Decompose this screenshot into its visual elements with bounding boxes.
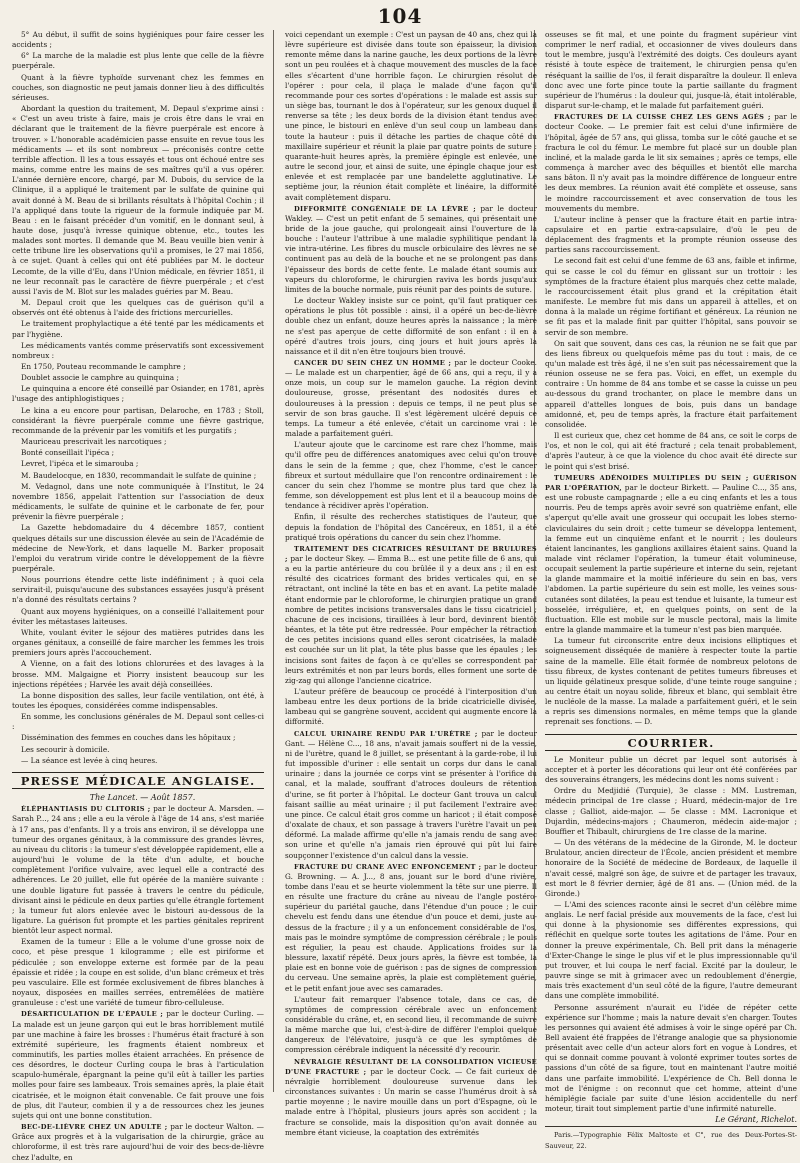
column-3 <box>545 30 797 1150</box>
page-number: 104 <box>377 4 423 28</box>
article <box>285 1057 537 1138</box>
paragraph: — Un des vétérans de la médecine de la Gironde, M. le docteur Brulatour, ancien directeur de l'École, ancien président et membre honoraire de la Société de médecine de Bordeaux, de laquelle il n'avait cessé, malgré son âge, de suivre et de partager les travaux, est mort le 8 février dernier, âgé de 81 ans. — (Union méd. de la Gironde.) <box>545 838 797 898</box>
paragraph: White, voulant éviter le séjour des matières putrides dans les organes génitaux, a conseillé de faire marcher les femmes les trois premiers jours après l'accouchement. <box>12 627 264 658</box>
article-heading: TUMEURS ADÉNOIDES MULTIPLES DU SEIN ; GUÉRISON PAR L'OPÉRATION, <box>545 473 797 492</box>
paragraph: La tumeur fut circonscrite entre deux incisions elliptiques et soigneusement disséquée de manière à respecter toute la partie saine de la mamelle. Elle était formée de nombreux pelotons de tissu fibreux, de kystes contenant de petites tumeurs fibreuses et un liquide gélatineux presque solide, d'une teinte rouge sanguine ; au centre était un noyau solide, fibreux et blanc, qui semblait être le nucléole de la masse. La malade a parfaitement guéri, et le sein a repris ses dimensions normales, en même temps que la glande reprenait ses fonctions. — D. <box>545 636 797 727</box>
article-text: par le docteur Cock. — Ce fait curieux de névralgie horriblement douloureuse survenue dans les circonstances suivantes : Un marin se casse l'humérus droit à sa partie moyenne ; le navire mouille dans un port d'Espagne, où le malade entre à l'hôpital, plusieurs jours après son accident ; la fracture se consolide, mais la disposition qu'on avait donnée au membre étant vicieuse, la coaptation des extrémités <box>285 1066 537 1137</box>
article <box>545 112 797 214</box>
paragraph: osseuses se fit mal, et une pointe du fragment supérieur vint comprimer le nerf radial, et occasionner de vives douleurs dans tout le membre, jusqu'à l'extrémité des doigts. Ces douleurs ayant résisté à toute espèce de traitement, le chirurgien pensa qu'en réséquant la saillie de l'os, il ferait disparaître la douleur. Il enleva donc avec une forte pince toute la partie saillante du fragment supérieur de l'humérus : la douleur qui, jusque-là, était intolérable, disparut sur-le-champ, et le malade fut parfaitement guéri. <box>545 30 797 111</box>
paragraph: L'auteur fait remarquer l'absence totale, dans ce cas, de symptômes de compression cérébrale avec un enfoncement considérable du crâne, et, en second lieu, il recommande de suivre la même marche que lui, c'est-à-dire de différer l'emploi quelque dangereux de l'élévatoire, jusqu'à ce que les symptômes de compression cérébrale indiquent la nécessité d'y recourir. <box>285 994 537 1055</box>
article-heading: FRACTURE DU CRANE AVEC ENFONCEMENT ; <box>294 862 482 871</box>
paragraph: Les médicaments vantés comme préservatifs sont excessivement nombreux : <box>12 340 264 360</box>
article <box>285 358 537 439</box>
article-text: par le docteur G. Browning. — A. J..., 8 ans, jouant sur le bord d'une rivière, tombe dans l'eau et se heurte violemment la tête sur une pierre. Il en résulte une fracture du crâne au niveau de l'angle postéro-supérieur du pariétal gauche, dans l'étendue d'un pouce ; le cuir chevelu est fendu dans une étendue d'un pouce et demi, juste au-dessus de la fracture ; il y a un enfoncement considérable de l'os, mais pas le moindre symptôme de compression cérébrale ; le pouls est régulier, la peau est chaude. Applications froides sur la blessure, laxatif répété. Deux jours après, la fièvre est tombée, la plaie est en bonne voie de guérison : pas de signes de compression du cerveau. Une semaine après, la plaie est complètement guérie, et le petit enfant joue avec ses camarades. <box>285 861 538 993</box>
paragraph: On sait que souvent, dans ces cas, la réunion ne se fait que par des liens fibreux ou quelquefois même pas du tout : mais, de ce qu'un malade est très âgé, il ne s'en suit pas nécessairement que la réunion osseuse ne se fera pas. Voici, en effet, un exemple du contraire : Un homme de 84 ans tombe et se casse la cuisse un peu au-dessous du grand trochanter, on place le membre dans un appareil d'attelles longues de bois, puis dans un bandage amidonné, et, peu de temps après, la fracture était parfaitement consolidée. <box>545 338 797 429</box>
article <box>285 729 537 861</box>
journal-source: The Lancet. — Août 1857. <box>89 793 196 803</box>
list-item: Doublet associe le camphre au quinquina ; <box>21 373 179 383</box>
paragraph: Le second fait est celui d'une femme de 63 ans, faible et infirme, qui se casse le col du fémur en glissant sur un trottoir : les symptômes de la fracture étaient plus marqués chez cette malade, le raccourcissement était plus grand et la crépitation était manifeste. Le membre fut mis dans un appareil à attelles, et on donna à la malade un régime fortifiant et généreux. La réunion ne se fit pas et la malade finit par quitter l'hôpital, sans pouvoir se servir de son membre. <box>545 256 797 337</box>
paragraph: Le docteur Wakley insiste sur ce point, qu'il faut pratiquer ces opérations le plus tôt possible : ainsi, il a opéré un bec-de-lièvre double chez un enfant, douze heures après la naissance ; la mère ne s'est pas aperçue de cette difformité de son enfant : il en a opéré d'autres trois jours, cinq jours et huit jours après la naissance et il dit n'en être toujours bien trouvé. <box>285 296 537 356</box>
paragraph: Ordre du Medjidié (Turquie), 3e classe : MM. Lustreman, médecin principal de 1re classe ; Huard, médecin-major de 1re classe ; Galliot, aide-major. — 5e classe : MM. Lacronique et Dujardin, médecins-majors ; Chaumeron, médecin aide-major ; Bouffier et Thibault, chirurgiens de 1re classe de la marine. <box>545 786 797 836</box>
article-heading: ÉLÉPHANTIASIS DU CLITORIS ; <box>21 805 151 814</box>
article-heading: DÉSARTICULATION DE L'ÉPAULE ; <box>21 1010 164 1019</box>
column-2 <box>285 30 538 1137</box>
article <box>12 1009 264 1121</box>
article <box>285 544 537 686</box>
section-title-courrier: COURRIER. <box>545 734 797 751</box>
paragraph: — L'Ami des sciences raconte ainsi le secret d'un célèbre mime anglais. Le nerf facial préside aux mouvements de la face, c'est lui qui donne à la physionomie ses différentes expressions, qui réfléchit en quelque sorte toutes les agitations de l'âme. Pour en donner la preuve expérimentale, Ch. Bell prit dans la ménagerie d'Exter-Change le singe le plus vif et le plus impressionnable qu'il put trouver, et lui coupa le nerf facial. Excité par la douleur, le pauvre singe se mit à grimacer avec un redoublement d'énergie, mais très exactement d'un seul côté de la figure, l'autre demeurant dans une complète immobilité. <box>545 899 797 1001</box>
paragraph: Abordant la question du traitement, M. Depaul s'exprime ainsi : « C'est un aveu triste à faire, mais je crois être dans le vrai en déclarant que le traitement de la fièvre puerpérale est encore à trouver. » L'honorable académicien passe ensuite en revue tous les médicaments — et ils sont nombreux — préconisés contre cette terrible affection. Il les a tous essayés et tous ont échoué entre ses mains, comme entre les mains de ses maîtres qu'il a vus opérer. L'année dernière encore, chargé, par M. Dubois, du service de la Clinique, il a appliqué le traitement par le sulfate de quinine qui avait donné à M. Beau de si brillants résultats à l'hôpital Cochin ; il l'a appliqué dans toute la rigueur de la formule indiquée par M. Beau : en le faisant précéder d'un vomitif, en le donnant seul, à haute dose, jusqu'à ivresse quinique obtenue, etc., toutes les malades sont mortes. Il demande que M. Beau veuille bien venir à cette tribune lire les observations qu'il a promises, le 27 mai 1856, à ce sujet. Quant à celles qui ont été publiées par M. le docteur Lecomte, de la ville d'Eu, dans l'Union médicale, en février 1851, il ne leur reconnaît pas le caractère de fièvre puerpérale ; et c'est aussi l'avis de M. Blot sur les malades guéries par M. Beau. <box>12 104 264 296</box>
column-rule-left <box>273 30 274 1092</box>
article <box>12 804 264 936</box>
section-title: PRESSE MÉDICALE ANGLAISE. <box>12 772 264 789</box>
column-1 <box>12 30 264 1162</box>
article <box>545 473 797 636</box>
paragraph: 5° Au début, il suffit de soins hygiéniques pour faire cesser les accidents ; <box>12 30 264 50</box>
paragraph: Examen de la tumeur : Elle a le volume d'une grosse noix de coco, et pèse presque 1 kilogramme ; elle est piriforme et pédiculée ; son enveloppe externe est formée par de la peau épaissie et ridée ; la coupe en est solide, d'un blanc crémeux et très peu vasculaire. Elle est formée exclusivement de fibres blanches à noyaux, disposées en mailles serrées, entremêlées de matière granuleuse : c'est une variété de tumeur fibro-celluleuse. <box>12 937 264 1008</box>
article-heading: CANCER DU SEIN CHEZ UN HOMME ; <box>294 359 452 367</box>
article-text: par le docteur Walton. — Grâce aux progrès et à la vulgarisation de la chirurgie, grâce au chloroforme, il est très rare aujourd'hui de voir des becs-de-lièvre chez l'adulte, en <box>12 1122 264 1162</box>
paragraph: M. Depaul croit que les quelques cas de guérison qu'il a observés ont été obtenus à l'aide des frictions mercurielles. <box>12 298 264 318</box>
paragraph: La Gazette hebdomadaire du 4 décembre 1857, contient quelques détails sur une discussion élevée au sein de l'Académie de médecine de New-York, et dans laquelle M. Barker proposait l'emploi du veratrum viride contre le développement de la fièvre puerpérale. <box>12 523 264 573</box>
article-heading: NÉVRALGIE RÉSULTANT DE LA CONSOLIDATION VICIEUSE D'UNE FRACTURE ; <box>285 1057 537 1076</box>
paragraph: — La séance est levée à cinq heures. <box>21 755 158 765</box>
printer-imprint: Paris.—Typographie Félix Maltoste et C°, rue des Deux-Portes-St-Sauveur, 22. <box>545 1126 797 1150</box>
paragraph: Le traitement prophylactique a été tenté par les médicaments et par l'hygiène. <box>12 319 264 339</box>
article-text: par le docteur A. Marsden. — Sarah P..., 24 ans ; elle a eu la vérole à l'âge de 14 ans, s'est mariée à 17 ans, pas d'enfants. Il y a trois ans environ, il se développa une tumeur des organes génitaux, à la commissure des grandes lèvres, au niveau du clitoris : la tumeur s'est développée rapidement, elle a aujourd'hui le volume de la tête d'un adulte, et bouche complètement l'orifice vulvaire, avec lequel elle a contracté des adhérences. Le 20 juillet, elle fut opérée de la manière suivante : une double ligature fut passée à travers le centre du pédicule, divisant ainsi le pédicule en deux parties qu'elle étrangle fortement ; la tumeur fut alors enlevée avec le bistouri au-dessous de la ligature. La guérison fut prompte et les parties génitales reprirent bientôt leur aspect normal. <box>12 804 264 936</box>
paragraph: L'auteur préfère de beaucoup ce procédé à l'interposition d'un lambeau entre les deux portions de la bride cicatricielle divisée, lambeau qui se gangrène souvent, accident qui augmente encore la difformité. <box>285 687 537 727</box>
list-item: Dissémination des femmes en couches dans les hôpitaux ; <box>21 733 236 743</box>
article <box>12 1122 264 1163</box>
paragraph: La bonne disposition des salles, leur facile ventilation, ont été, à toutes les époques, considérées comme indispensables. <box>12 690 264 710</box>
list-item: Le kina a eu encore pour partisan, Delaroche, en 1783 ; Stoll, considérant la fièvre puerpérale comme une fièvre gastrique, recommande de la prévenir par les vomitifs et les purgatifs ; <box>12 405 264 435</box>
list-item: Les secourir à domicile. <box>21 744 110 754</box>
paragraph: Enfin, il résulte des recherches statistiques de l'auteur, que depuis la fondation de l'hôpital des Cancéreux, en 1851, il a été pratiqué trois opérations du cancer du sein chez l'homme. <box>285 512 537 542</box>
paragraph: Il est curieux que, chez cet homme de 84 ans, ce soit le corps de l'os, et non le col, qui ait été fracturé ; cela tenait probablement, d'après l'auteur, à ce que la violence du choc avait été directe sur le point qui s'est brisé. <box>545 431 797 471</box>
paragraph: Quant à la fièvre typhoïde survenant chez les femmes en couches, son diagnostic ne peut jamais donner lieu à des difficultés sérieuses. <box>12 72 264 102</box>
paragraph: A Vienne, on a fait des lotions chlorurées et des lavages à la brosse. MM. Malgaigne et Piorry insistent beaucoup sur les injections répétées ; Harvée les avait déjà conseillées. <box>12 659 264 689</box>
list-item: Levret, l'ipéca et le simarouba ; <box>21 459 139 469</box>
list-item: Bonté conseillait l'ipéca ; <box>21 448 115 458</box>
article-heading: TRAITEMENT DES CICATRICES RÉSULTANT DE BRULURES ; <box>285 544 537 563</box>
article-text: par le docteur Cooke. — Le premier fait est celui d'une infirmière de l'hôpital, âgée de 57 ans, qui glissa, tomba sur le côté gauche et se fractura le col du fémur. Le membre fut placé sur un double plan incliné, et la malade garda le lit six semaines ; après ce temps, elle commença à marcher avec des béquilles et bientôt elle marcha sans bâton. Il n'y avait pas la moindre différence de longueur entre les deux membres. La réunion avait été complète et osseuse, sans le moindre raccourcissement et avec conservation de tous les mouvements du membre. <box>545 112 797 213</box>
article <box>285 862 537 994</box>
paragraph: Quant aux moyens hygiéniques, on a conseillé l'allaitement pour éviter les métastases laiteuses. <box>12 606 264 626</box>
article-text: par le docteur Curling. — La malade est un jeune garçon qui eut le bras horriblement mutilé par une machine à faire les brosses : l'humérus était fracturé à son extrémité supérieure, les fragments étaient nombreux et comminutifs, les parties molles étaient arrachées. En présence de ces désordres, le docteur Curling coupa le bras à l'articulation scapulo-humérale, épargnant la peine qu'il eût à tailler les parties molles pour faire ses lambeaux. Trois semaines après, la plaie était cicatrisée, et le moignon était convenable. Ce fait prouve une fois de plus, dit l'auteur, combien il y a de ressources chez les jeunes sujets qui ont une bonne constitution. <box>12 1009 264 1120</box>
article-heading: FRACTURES DE LA CUISSE CHEZ LES GENS AGÉS ; <box>554 113 771 122</box>
article-text: par le docteur Birkett. — Pauline C..., 35 ans, est une robuste campagnarde ; elle a eu cinq enfants et les a tous nourris. Peu de temps après avoir sevré son quatrième enfant, elle s'aperçut qu'elle avait une grosseur qui occupait les lobes sterno-claviculaires du sein droit ; cette tumeur se développa lentement, la femme eut un cinquième enfant et le nourrit ; les douleurs étaient lancinantes, les ganglions axillaires étaient sains. Quand la malade vint réclamer l'opération, la tumeur était volumineuse, occupait seulement la partie supérieure et interne du sein, rejetant la glande mammaire et la moitié inférieure du sein en bas, vers l'abdomen. La partie supérieure du sein est molle, les veines sous-cutanées sont dilatées, la peau est tendue et luisante, la tumeur est bosselée, irrégulière, et, en quelques points, on sent de la fluctuation. Elle est mobile sur le muscle pectoral, mais la limite entre la glande mammaire et la tumeur n'est pas bien marquée. <box>545 482 797 635</box>
paragraph: L'auteur incline à penser que la fracture était en partie intra-capsulaire et en partie extra-capsulaire, d'où le peu de déplacement des fragments et la prompte réunion osseuse des parties sans raccourcissement. <box>545 214 797 255</box>
paragraph: 6° La marche de la maladie est plus lente que celle de la fièvre puerpérale. <box>12 51 264 71</box>
paragraph: voici cependant un exemple : C'est un paysan de 40 ans, chez qui la lèvre supérieure est divisée dans toute son épaisseur, la division remonte même dans la narine gauche, les deux portions de la lèvre sont un peu roulées et à chaque mouvement des muscles de la face elles s'écartent d'une horrible façon. Le chirurgien résolut de l'opérer : pour cela, il plaça le malade d'une façon qu'il recommande pour ces sortes d'opérations : le malade est assis sur un siège bas, tournant le dos à l'opérateur, sur les genoux duquel il renverse sa tête ; les deux bords de la division étant tendus avec une pince, le bistouri en enlève d'un seul coup un lambeau dans toute la hauteur : puis il détache les parties de chaque côté du maxillaire supérieur et réunit la plaie par quatre points de suture : quarante-huit heures après, la première épingle est enlevée, une autre le second jour, et ainsi de suite, une épingle chaque jour est enlevée et est remplacée par une bandelette agglutinative. Le septième jour, la réunion était complète et linéaire, la difformité avait complètement disparu. <box>285 30 537 202</box>
paragraph: En somme, les conclusions générales de M. Depaul sont celles-ci : <box>12 712 264 732</box>
list-item: M. Baudelocque, en 1830, recommandait le sulfate de quinine ; <box>21 470 257 480</box>
article-heading: BEC-DE-LIÈVRE CHEZ UN ADULTE ; <box>21 1123 168 1132</box>
list-item: M. Vedagnol, dans une note communiquée à l'Institut, le 24 novembre 1856, appelait l'attention sur l'association de deux médicaments, le sulfate de quinine et le carbonate de fer, pour prévenir la fièvre puerpérale ; <box>12 481 264 522</box>
article-text: par le docteur Gant. — Hélène C..., 18 ans, n'avait jamais souffert ni de la vessie, ni de l'urètre, quand le 8 juillet, se présentant à la garde-robe, il lui fut impossible d'uriner : elle sentait un corps dur dans le canal urinaire ; dans la journée ce corps vint se présenter à l'orifice du canal, et la malade, souffrant d'atroces douleurs de rétention d'urine, se fit porter à l'hôpital. Le docteur Gant trouva un calcul faisant saillie au méat urinaire ; il put facilement l'extraire avec une pince. Ce calcul était gros comme un haricot ; il était composé d'oxalate de chaux, et son passage à travers l'urètre l'avait un peu déformé. La malade affirme qu'elle n'a jamais rendu de sang avec son urine et qu'elle n'a jamais rien éprouvé qui pût lui faire soupçonner l'existence d'un calcul dans la vessie. <box>285 728 537 860</box>
list-item: En 1750, Pouteau recommande le camphre ; <box>21 362 186 371</box>
paragraph: Nous pourrions étendre cette liste indéfiniment ; à quoi cela servirait-il, puisqu'aucune des substances essayées jusqu'à présent n'a donné des résultats certains ? <box>12 575 264 605</box>
article-heading: DIFFORMITÉ CONGÉNIALE DE LA LÈVRE ; <box>294 204 476 213</box>
article-text: par le docteur Skey. — Emma B... est une petite fille de 6 ans, qui a eu la partie antérieure du cou brûlée il y a deux ans ; il en est résulté des cicatrices formant des brides verticales qui, en se rétractant, ont incliné la tête en bas et en avant. La petite malade étant endormie par le chloroforme, le chirurgien pratique un grand nombre de petites incisions transversales dans le tissu cicatriciel ; chacune de ces incisions, tiraillées à leur bord, devinrent bientôt béantes, et la tête put être redressée. Pour empêcher la rétraction de ces petites incisions quand elles seront cicatrisées, la malade est couchée sur un lit plat, la tête plus basse que les épaules ; les incisions sont faites de façon à ce qu'elles se correspondent par leurs extrémités et non par leurs bords, elles forment une sorte de zig-zag qui allonge l'ancienne cicatrice. <box>285 553 537 685</box>
paragraph: Le Moniteur publie un décret par lequel sont autorisés à accepter et à porter les décorations qui leur ont été conférées par des souverains étrangers, les médecins dont les noms suivent : <box>545 754 797 785</box>
article-text: par le docteur Cooke. — Le malade est un charpentier, âgé de 66 ans, qui a reçu, il y a onze mois, un coup sur le mamelon gauche. La région devint douloureuse, grosse, présentant des nodosités dures et douloureuses à la pression : depuis ce temps, il ne peut plus se servir de son bras gauche. Il s'est légèrement ulcéré depuis ce temps. La tumeur a été enlevée, c'était un carcinome vrai : le malade a parfaitement guéri. <box>285 358 537 439</box>
paragraph: Personne assurément n'aurait eu l'idée de répéter cette expérience sur l'homme ; mais la nature devait s'en charger. Toutes les personnes qui avaient été admises à voir le singe opéré par Ch. Bell avaient été frappées de l'étrange analogie que sa physionomie présentait avec celle d'un acteur alors fort en vogue à Londres, et qui se donnait comme pouvant à volonté exprimer toutes sortes de passions d'un côté de sa figure, tout en maintenant l'autre moitié dans une parfaite immobilité. L'expérience de Ch. Bell donna le mot de l'énigme : on reconnut que cet homme, atteint d'une hémiplégie faciale par suite d'une lésion accidentelle du nerf moteur, tirait tout simplement partie d'une infirmité naturelle. <box>545 1002 797 1114</box>
list-item: Mauriceau prescrivait les narcotiques ; <box>21 437 167 447</box>
gerant-signature: Le Gérant, Richelot. <box>715 1115 797 1125</box>
list-item: Le quinquina a encore été conseillé par Osiander, en 1781, après l'usage des antiphlogistiques ; <box>12 384 264 404</box>
article-text: par le docteur Wakley. — C'est un petit enfant de 5 semaines, qui présentait une bride de la joue gauche, qui prolongeait ainsi l'ouverture de la bouche : l'auteur l'attribue à une maladie syphilitique pendant la vie intra-utérine. Les fibres du muscle orbiculaire des lèvres ne se continuent pas au delà de la bouche et ne se prolongent pas dans l'épaisseur des bords de cette fente. Le malade étant soumis aux vapeurs du chloroforme, le chirurgien raviva les bords jusqu'aux limites de la bouche normale, puis réunit par des points de suture. <box>285 203 537 294</box>
article-heading: CALCUL URINAIRE RENDU PAR L'URÈTRE ; <box>294 729 478 738</box>
paragraph: L'auteur ajoute que le carcinome est rare chez l'homme, mais qu'il offre peu de différences anatomiques avec celui qu'on trouve dans le sein de la femme ; que, chez l'homme, c'est le cancer fibreux et surtout médullaire que l'on rencontre ordinairement : le cancer du sein chez l'homme se montre plus tard que chez la femme, son développement est plus lent et il a beaucoup moins de tendance à récidiver après l'opération. <box>285 440 537 511</box>
article <box>285 204 537 295</box>
